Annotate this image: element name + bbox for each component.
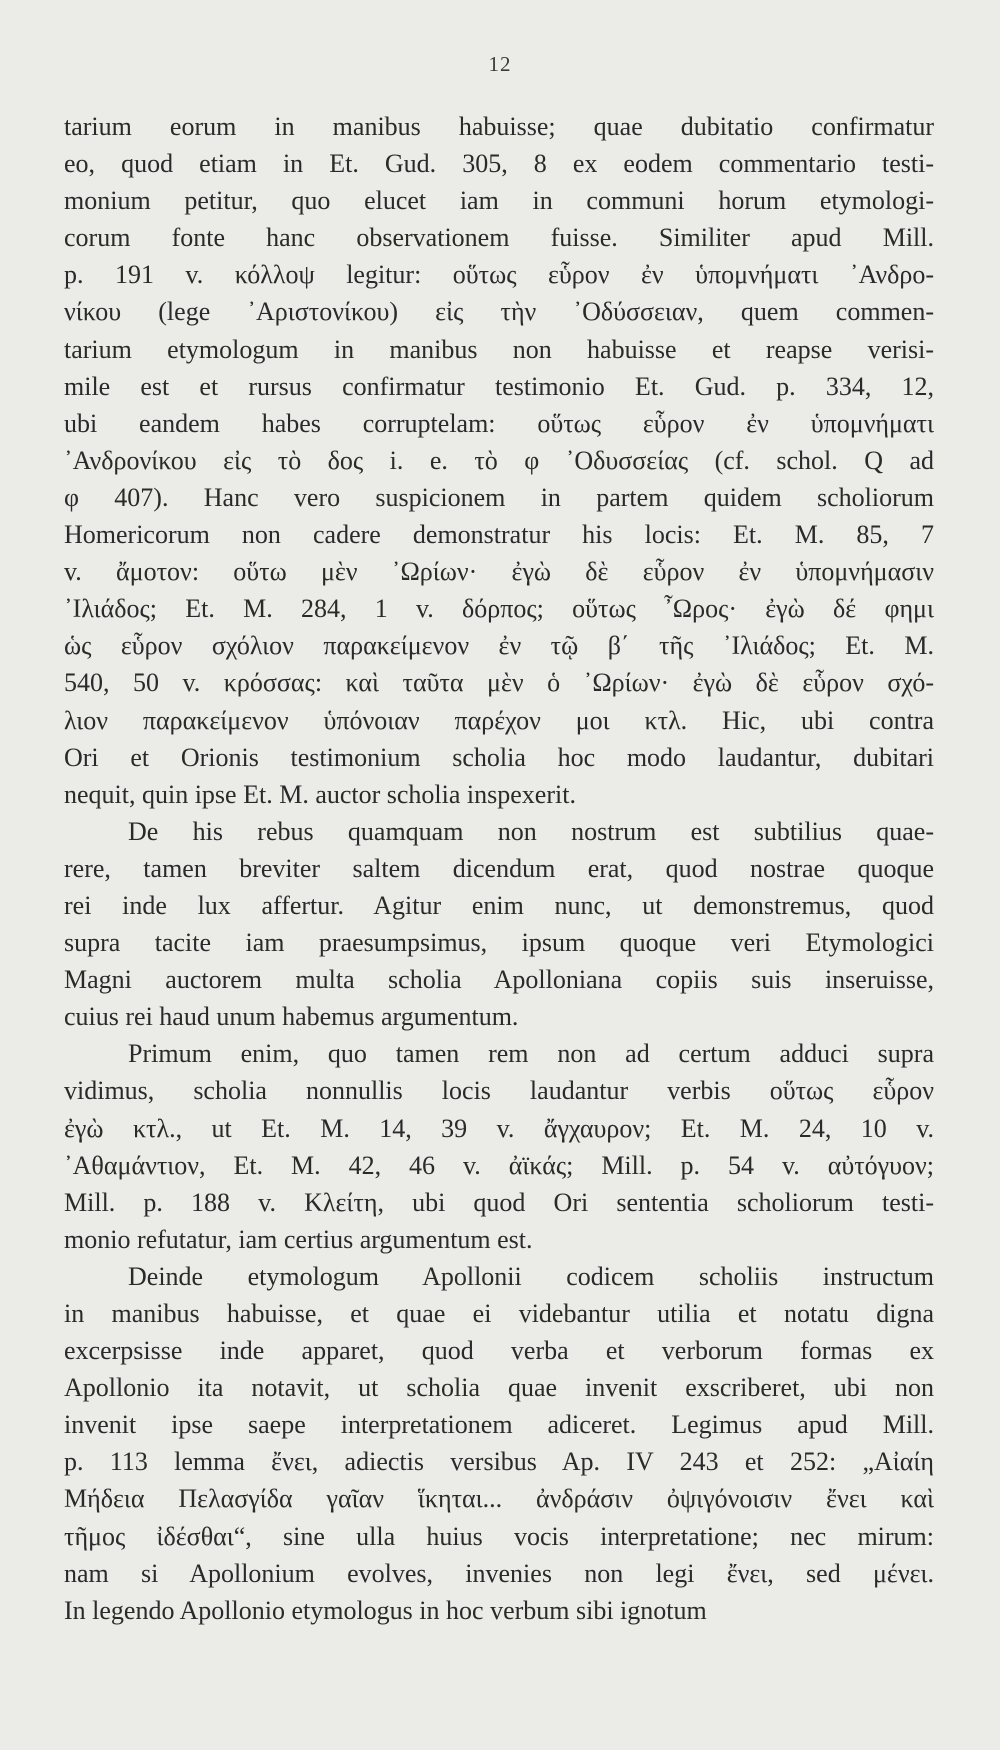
text-line: Primum enim, quo tamen rem non ad certum adduci supra xyxy=(128,1039,934,1069)
text-line: p. 113 lemma ἔνει, adiectis versibus Ap. IV 243 et 252: „Αἰαίη xyxy=(64,1447,934,1477)
paragraph xyxy=(64,1258,934,1629)
text-line: p. 191 v. κόλλοψ legitur: οὕτως εὗρον ἐν ὑπομνήματι ᾿Ανδρο- xyxy=(64,260,934,290)
text-line: rere, tamen breviter saltem dicendum erat, quod nostrae quoque xyxy=(64,853,934,883)
text-line: τῆμος ἰδέσθαι“, sine ulla huius vocis interpretatione; nec mirum: xyxy=(64,1521,934,1551)
text-line: φ 407). Hanc vero suspicionem in partem quidem scholiorum xyxy=(64,482,934,512)
text-line: nequit, quin ipse Et. M. auctor scholia inspexerit. xyxy=(64,779,576,809)
page-number: 12 xyxy=(488,52,512,76)
text-line: ᾿Ιλιάδος; Et. M. 284, 1 v. δόρπος; οὕτως ῏Ωρος· ἐγὼ δέ φημι xyxy=(64,594,934,624)
text-line: In legendo Apollonio etymologus in hoc verbum sibi ignotum xyxy=(64,1595,707,1625)
text-line: in manibus habuisse, et quae ei videbantur utilia et notatu digna xyxy=(64,1299,934,1328)
paragraph xyxy=(64,1035,934,1258)
text-line: ᾿Αθαμάντιον, Et. M. 42, 46 v. ἀϊκάς; Mill. p. 54 v. αὐτόγυον; xyxy=(64,1150,934,1180)
text-line: excerpsisse inde apparet, quod verba et verborum formas ex xyxy=(64,1336,934,1366)
text-line: corum fonte hanc observationem fuisse. Similiter apud Mill. xyxy=(64,223,934,253)
text-line: supra tacite iam praesumpsimus, ipsum quoque veri Etymologici xyxy=(64,928,934,958)
text-line: ὡς εὗρον σχόλιον παρακείμενον ἐν τῷ β΄ τῆς ᾿Ιλιάδος; Et. M. xyxy=(64,631,934,661)
text-line: λιον παρακείμενον ὑπόνοιαν παρέχον μοι κτλ. Hic, ubi contra xyxy=(64,705,934,735)
text-line: Ori et Orionis testimonium scholia hoc modo laudantur, dubitari xyxy=(64,742,934,772)
paragraph xyxy=(64,813,934,1036)
text-line: νίκου (lege ᾿Αριστονίκου) εἰς τὴν ᾿Οδύσσειαν, quem commen- xyxy=(64,297,934,327)
text-line: v. ἄμοτον: οὕτω μὲν ᾿Ωρίων· ἐγὼ δὲ εὗρον ἐν ὑπομνήμασιν xyxy=(64,557,934,587)
text-line: rei inde lux affertur. Agitur enim nunc, ut demonstremus, quod xyxy=(64,890,934,920)
text-line: eo, quod etiam in Et. Gud. 305, 8 ex eodem commentario testi- xyxy=(64,149,934,179)
body-text xyxy=(64,108,934,1629)
paragraph xyxy=(64,108,934,813)
text-line: Homericorum non cadere demonstratur his locis: Et. M. 85, 7 xyxy=(64,520,934,550)
text-line: ubi eandem habes corruptelam: οὕτως εὗρον ἐν ὑπομνήματι xyxy=(64,408,934,438)
text-line: De his rebus quamquam non nostrum est subtilius quae- xyxy=(128,816,934,846)
text-line: invenit ipse saepe interpretationem adiceret. Legimus apud Mill. xyxy=(64,1410,934,1440)
text-line: 540, 50 v. κρόσσας: καὶ ταῦτα μὲν ὁ ᾿Ωρίων· ἐγὼ δὲ εὗρον σχό- xyxy=(64,668,934,698)
text-line: Apollonio ita notavit, ut scholia quae invenit exscriberet, ubi non xyxy=(64,1373,934,1403)
text-line: tarium eorum in manibus habuisse; quae dubitatio confirmatur xyxy=(64,112,934,141)
text-line: Deinde etymologum Apollonii codicem scholiis instructum xyxy=(128,1261,934,1291)
text-line: cuius rei haud unum habemus argumentum. xyxy=(64,1002,519,1032)
text-line: monium petitur, quo elucet iam in communi horum etymologi- xyxy=(64,186,934,216)
text-line: ἐγὼ κτλ., ut Et. M. 14, 39 v. ἄγχαυρον; Et. M. 24, 10 v. xyxy=(64,1113,934,1143)
text-line: tarium etymologum in manibus non habuisse et reapse verisi- xyxy=(64,334,934,364)
text-line: ᾿Ανδρονίκου εἰς τὸ δος i. e. τὸ φ ᾿Οδυσσείας (cf. schol. Q ad xyxy=(64,445,934,475)
text-line: nam si Apollonium evolves, invenies non legi ἔνει, sed μένει. xyxy=(64,1558,934,1588)
text-line: Magni auctorem multa scholia Apolloniana copiis suis inseruisse, xyxy=(64,965,934,995)
text-line: Mill. p. 188 v. Κλείτη, ubi quod Ori sententia scholiorum testi- xyxy=(64,1187,934,1217)
text-line: Μήδεια Πελασγίδα γαῖαν ἵκηται... ἀνδράσιν ὀψιγόνοισιν ἔνει καὶ xyxy=(64,1484,934,1514)
text-line: monio refutatur, iam certius argumentum est. xyxy=(64,1224,533,1254)
text-line: vidimus, scholia nonnullis locis laudantur verbis οὕτως εὗρον xyxy=(64,1076,934,1106)
text-line: mile est et rursus confirmatur testimonio Et. Gud. p. 334, 12, xyxy=(64,371,934,401)
